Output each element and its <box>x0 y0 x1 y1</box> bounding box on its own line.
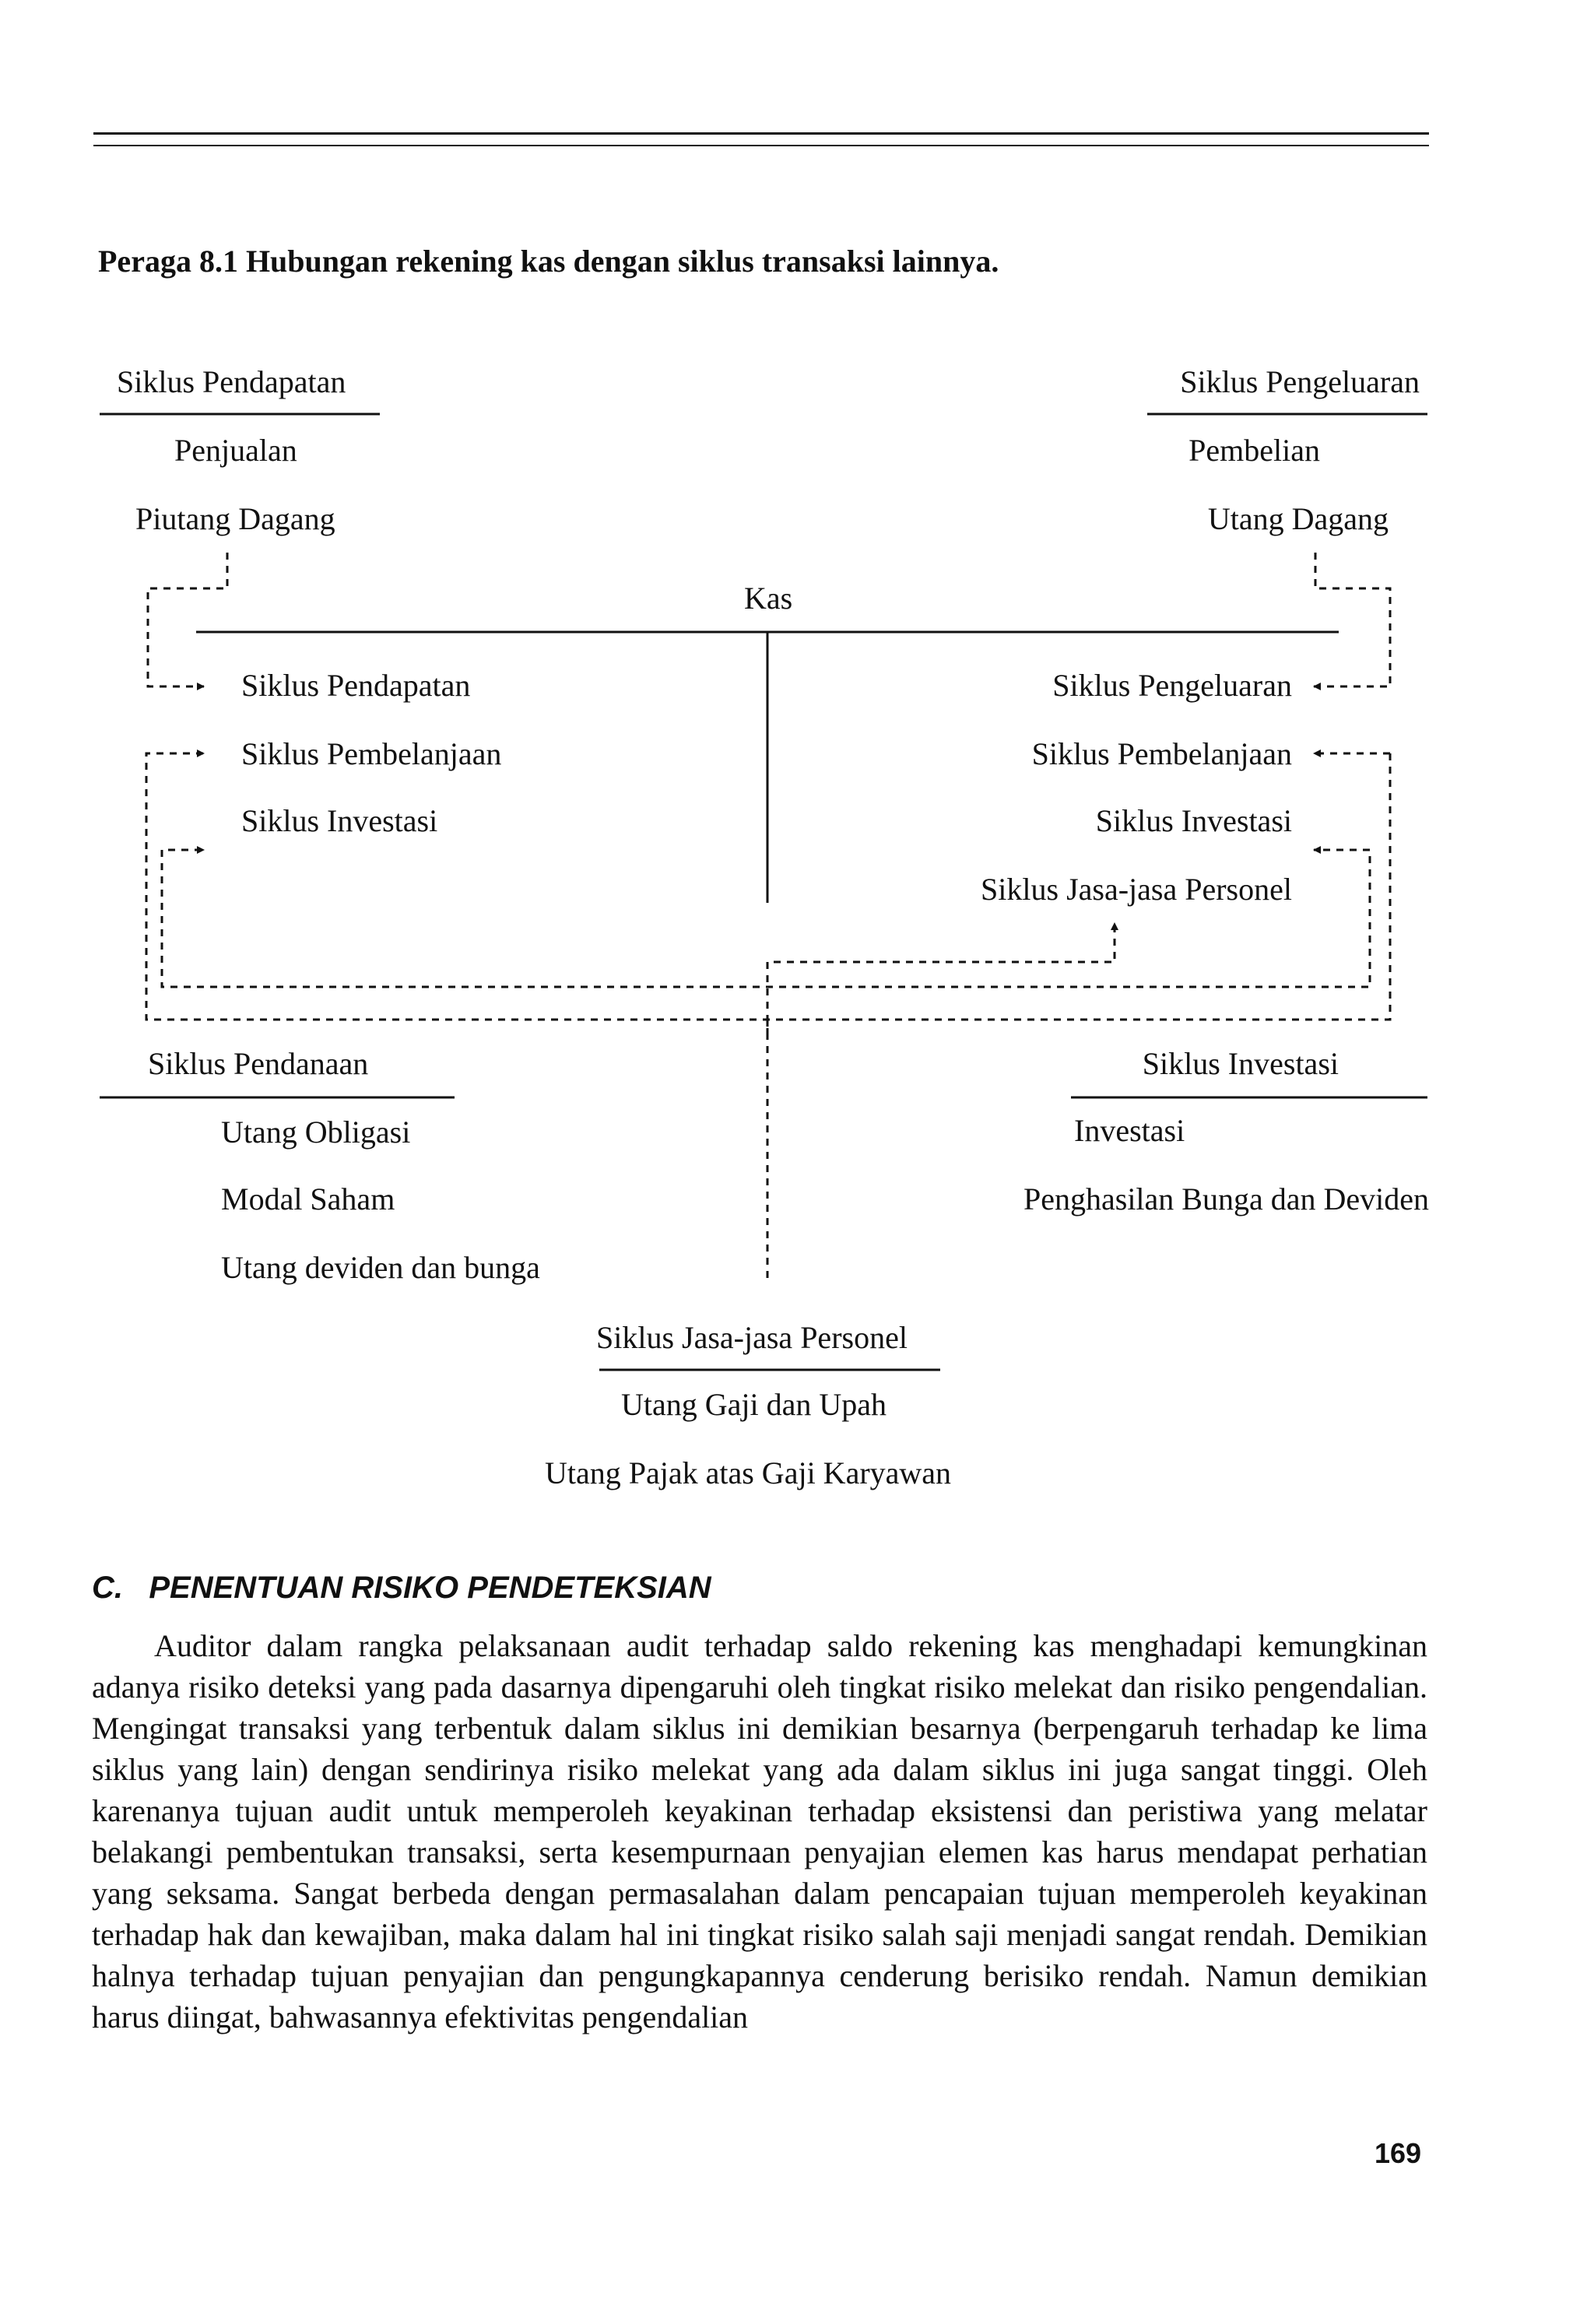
revenue-item-receivables: Piutang Dagang <box>135 501 335 536</box>
body-text <box>92 1625 1427 2038</box>
investment-item-investments: Investasi <box>1074 1113 1185 1148</box>
expenditure-cycle-title: Siklus Pengeluaran <box>1180 364 1420 399</box>
kas-right-personnel: Siklus Jasa-jasa Personel <box>981 872 1292 907</box>
financing-item-dividends: Utang deviden dan bunga <box>221 1250 540 1285</box>
revenue-to-kas-connector <box>148 553 227 686</box>
body-paragraph: Auditor dalam rangka pelaksanaan audit terhadap saldo rekening kas menghadapi kemungkinan adanya risiko deteksi yang pada dasarnya dipengaruhi oleh tingkat risiko melekat dan risiko pengendalian. Mengingat transaksi yang terbentuk dalam siklus ini demikian besarnya (berpengaruh terhadap ke lima siklus yang lain) dengan sendirinya risiko melekat yang ada dalam siklus ini juga sangat tinggi. Oleh karenanya tujuan audit untuk memperoleh keyakinan terhadap eksistensi dan peristiwa yang melatar belakangi pembentukan transaksi, serta kesempurnaan penyajian elemen kas harus mendapat perhatian yang seksama. Sangat berbeda dengan permasalahan dalam pencapaian tujuan memperoleh keyakinan terhadap hak dan kewajiban, maka dalam hal ini tingkat risiko salah saji menjadi sangat rendah. Demikian halnya terhadap tujuan penyajian dan pengungkapannya cenderung berisiko rendah. Namun demikian harus diingat, bahwasannya efektivitas pengendalian <box>92 1628 1427 2034</box>
investment-connector <box>162 850 1370 987</box>
personnel-item-tax: Utang Pajak atas Gaji Karyawan <box>545 1455 952 1490</box>
kas-right-investment: Siklus Investasi <box>1095 803 1292 838</box>
section-heading: C. PENENTUAN RISIKO PENDETEKSIAN <box>92 1571 711 1605</box>
page-number: 169 <box>1375 2137 1422 2169</box>
financing-item-stock: Modal Saham <box>221 1181 395 1216</box>
personnel-cycle-title: Siklus Jasa-jasa Personel <box>596 1320 908 1355</box>
figure-caption: Peraga 8.1 Hubungan rekening kas dengan siklus transaksi lainnya. <box>98 244 999 279</box>
investment-cycle-title: Siklus Investasi <box>1142 1046 1339 1081</box>
expenditure-item-payables: Utang Dagang <box>1207 501 1389 536</box>
kas-left-revenue: Siklus Pendapatan <box>241 668 471 703</box>
investment-item-income: Penghasilan Bunga dan Deviden <box>1023 1181 1429 1216</box>
kas-left-financing: Siklus Pembelanjaan <box>241 736 502 771</box>
financing-item-bonds: Utang Obligasi <box>221 1115 411 1150</box>
expenditure-item-purchases: Pembelian <box>1188 433 1320 468</box>
revenue-cycle-title: Siklus Pendapatan <box>117 364 346 399</box>
kas-title: Kas <box>744 581 793 616</box>
expenditure-to-kas-connector <box>1314 553 1390 686</box>
personnel-item-wages: Utang Gaji dan Upah <box>621 1387 887 1422</box>
revenue-item-sales: Penjualan <box>174 433 297 468</box>
kas-right-financing: Siklus Pembelanjaan <box>1031 736 1292 771</box>
personnel-connector <box>767 923 1115 1035</box>
kas-left-investment: Siklus Investasi <box>241 803 438 838</box>
financing-cycle-title: Siklus Pendanaan <box>148 1046 369 1081</box>
kas-right-expenditure: Siklus Pengeluaran <box>1052 668 1292 703</box>
